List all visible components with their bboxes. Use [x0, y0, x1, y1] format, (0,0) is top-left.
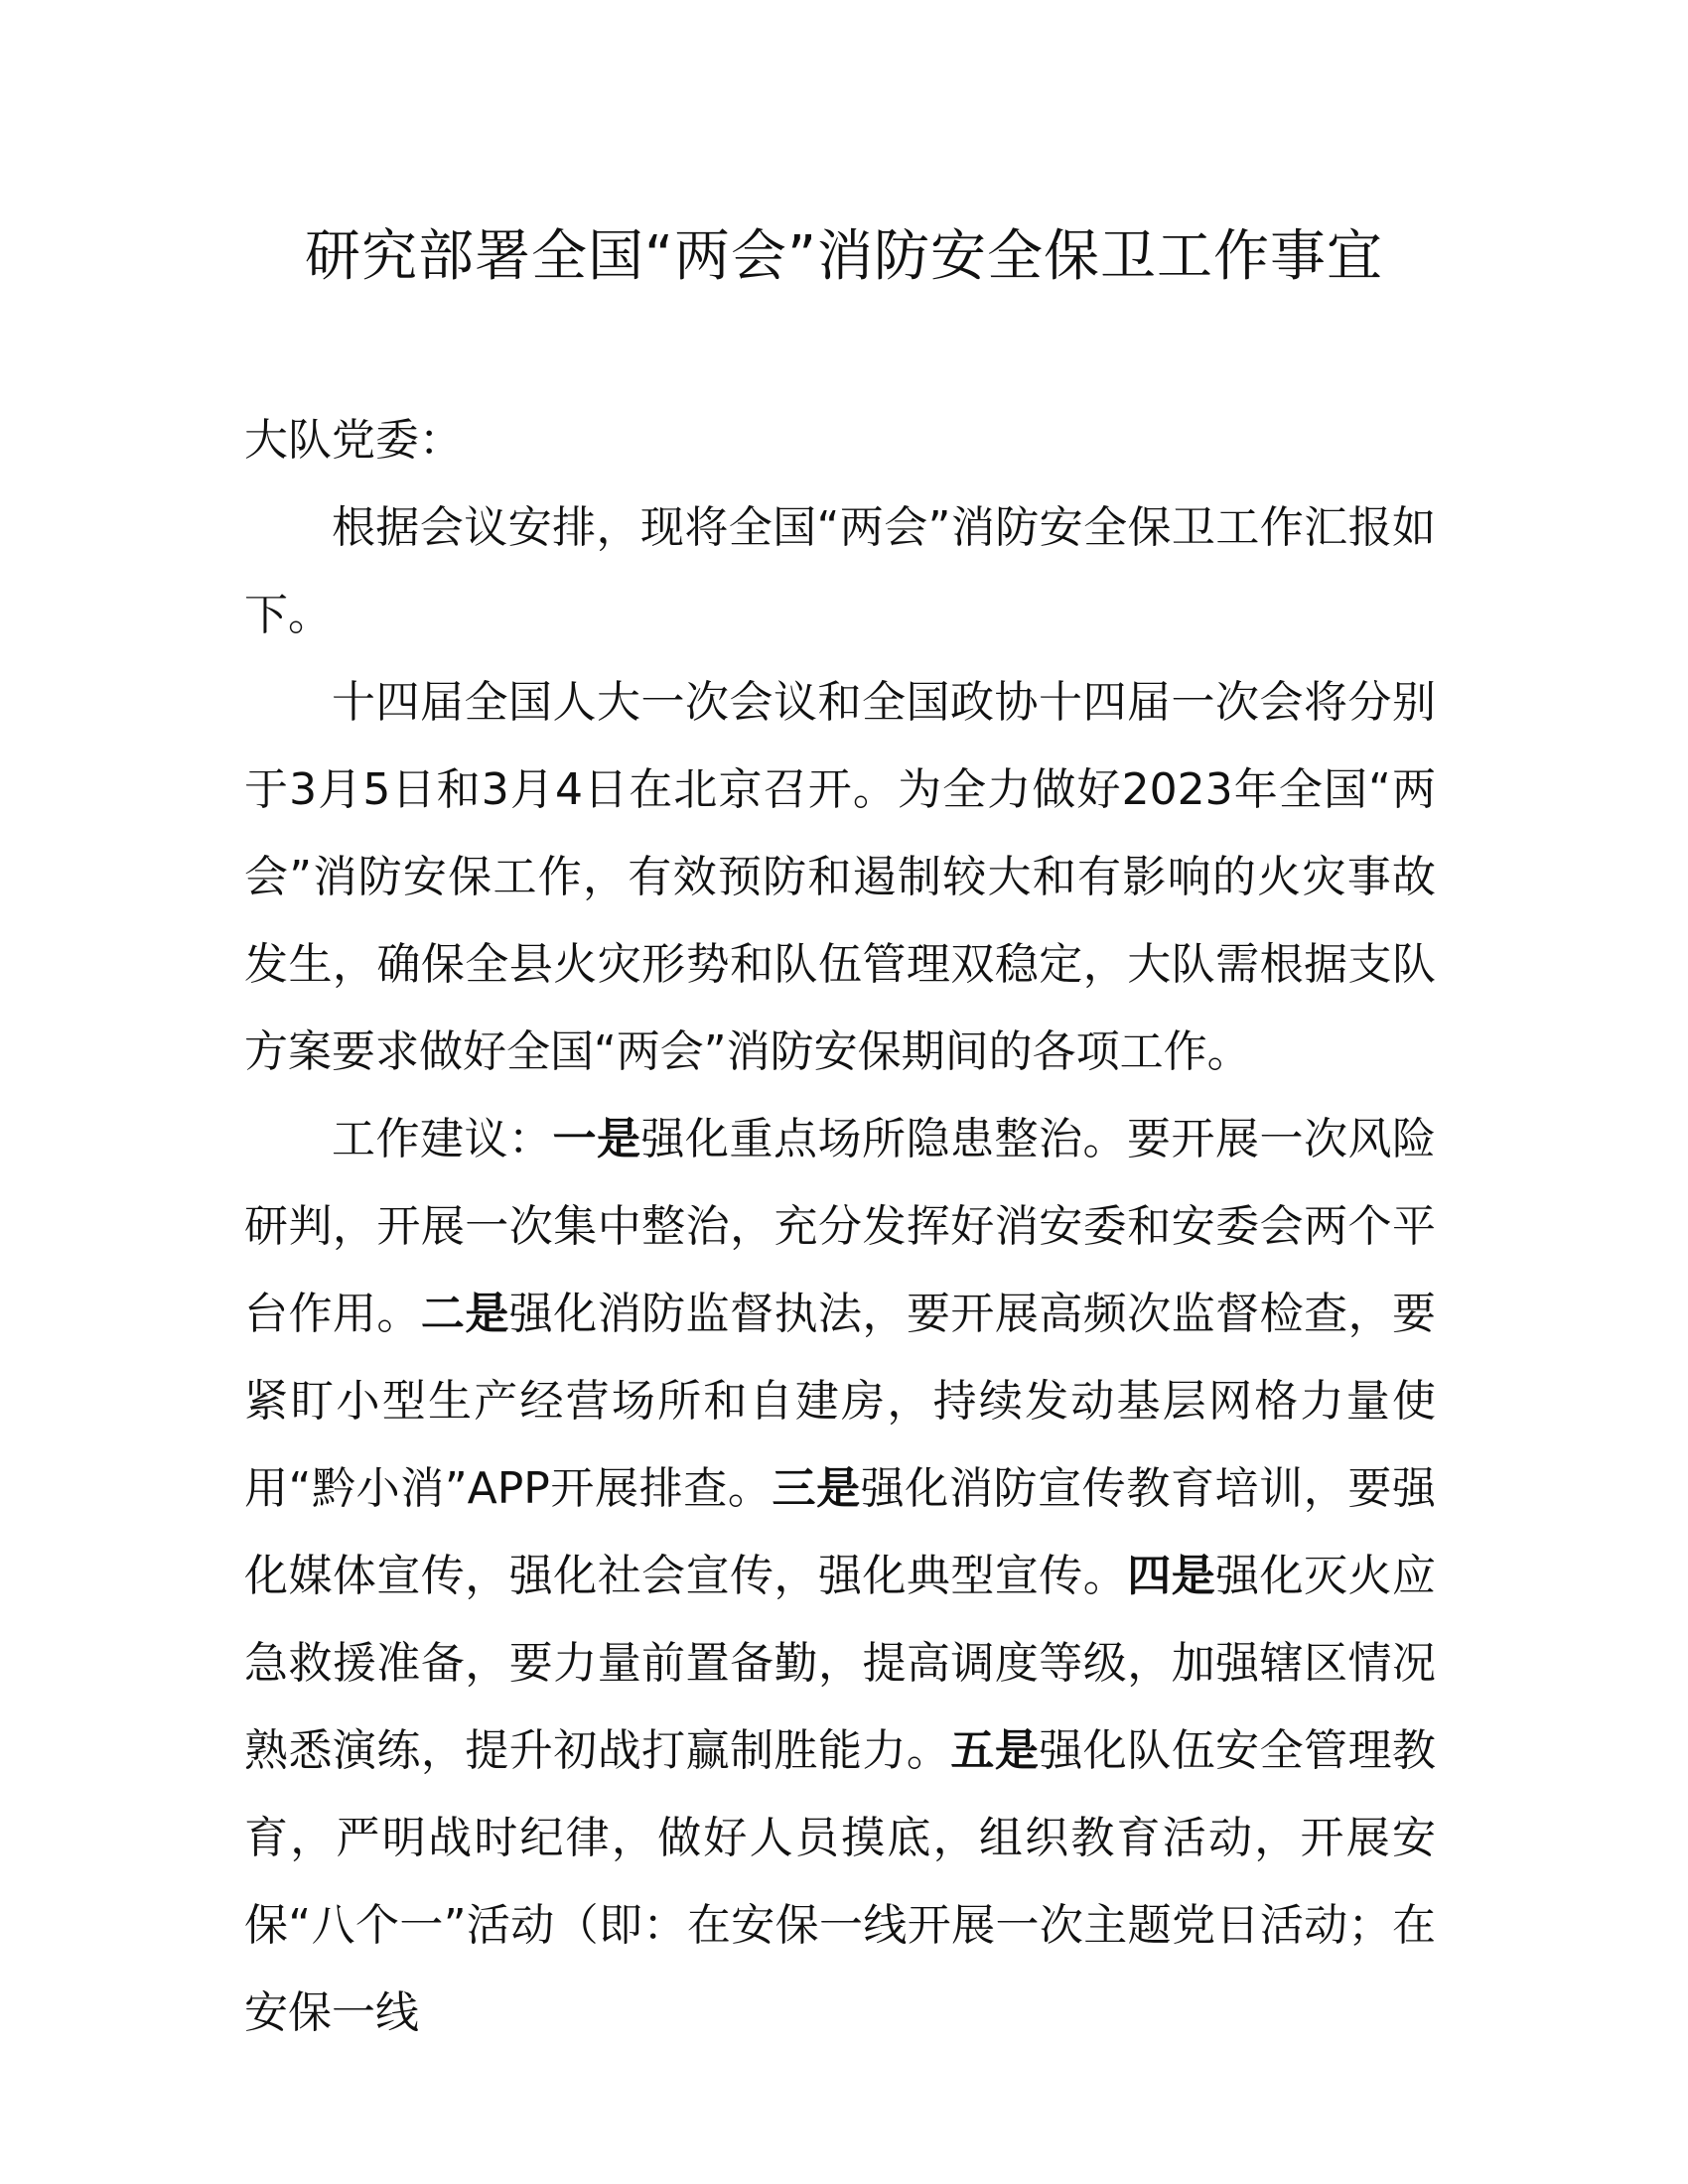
suggestion-first: 强化重点场所隐患整治。要开展一次风险研判，开展一次集中整治，充分发挥好消安委和安委会两个平台作用。 [244, 1114, 1436, 1339]
paragraph-background: 十四届全国人大一次会议和全国政协十四届一次会将分别于3月5日和3月4日在北京召开。为全力做好2023年全国“两会”消防安保工作，有效预防和遏制较大和有影响的火灾事故发生，确保全县火灾形势和队伍管理双稳定，大队需根据支队方案要求做好全国“两会”消防安保期间的各项工作。 [244, 677, 1436, 1077]
suggestion-fifth: 强化队伍安全管理教育，严明战时纪律，做好人员摸底，组织教育活动，开展安保“八个一”活动（即：在安保一线开展一次主题党日活动；在安保一线 [244, 1725, 1437, 2038]
document-title: 研究部署全国“两会”消防安全保卫工作事宜 [304, 224, 1384, 289]
suggestion-fourth: 强化灭火应急救援准备，要力量前置备勤，提高调度等级，加强辖区情况熟悉演练，提升初战打赢制胜能力。 [244, 1551, 1437, 1776]
suggestion-second: 强化消防监督执法，要开展高频次监督检查，要紧盯小型生产经营场所和自建房，持续发动基层网格力量使用“黔小消”APP开展排查。 [244, 1289, 1437, 1514]
document-body [244, 397, 1436, 2057]
salutation: 大队党委： [244, 415, 463, 466]
keyword-first: 一是 [552, 1114, 641, 1164]
keyword-fifth: 五是 [950, 1725, 1040, 1776]
keyword-second: 二是 [420, 1289, 509, 1339]
suggestion-third: 强化消防宣传教育培训，要强化媒体宣传，强化社会宣传，强化典型宣传。 [244, 1463, 1436, 1601]
keyword-third: 三是 [772, 1463, 861, 1514]
paragraph-suggestions [244, 1096, 1436, 2057]
suggestions-lead: 工作建议： [332, 1114, 553, 1164]
keyword-fourth: 四是 [1127, 1551, 1216, 1601]
paragraph-intro: 根据会议安排，现将全国“两会”消防安全保卫工作汇报如下。 [244, 502, 1436, 640]
